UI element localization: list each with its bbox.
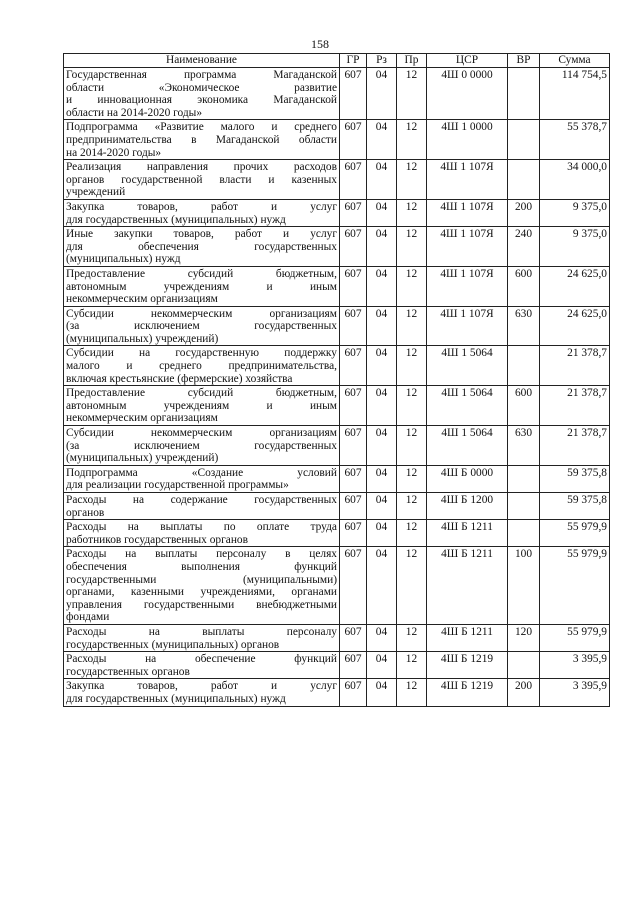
- cell-sum: 59 375,8: [540, 493, 610, 520]
- name-line: области «Экономическое развитие: [66, 81, 337, 94]
- table-row: [64, 426, 610, 466]
- cell-rz: 04: [367, 520, 397, 547]
- budget-table: [63, 53, 610, 707]
- cell-gr: 607: [340, 266, 367, 306]
- cell-gr: 607: [340, 346, 367, 386]
- cell-name: [64, 679, 340, 706]
- name-line: для обеспечения государственных: [66, 240, 337, 253]
- cell-vr: [508, 493, 540, 520]
- cell-pr: 12: [397, 227, 427, 267]
- cell-vr: 630: [508, 426, 540, 466]
- table-body: [64, 68, 610, 707]
- cell-sum: 3 395,9: [540, 679, 610, 706]
- cell-gr: 607: [340, 199, 367, 226]
- name-line: Расходы на выплаты по оплате труда: [66, 521, 337, 534]
- name-line: области на 2014-2020 годы»: [66, 106, 203, 119]
- name-line: государственными (муниципальными): [66, 573, 337, 586]
- cell-csr: 4Ш Б 1211: [427, 520, 508, 547]
- name-line: Подпрограмма «Создание условий: [66, 466, 337, 479]
- cell-rz: 04: [367, 679, 397, 706]
- cell-pr: 12: [397, 68, 427, 120]
- table-row: [64, 160, 610, 200]
- cell-name: [64, 520, 340, 547]
- cell-csr: 4Ш 1 5064: [427, 346, 508, 386]
- name-line: органов государственной власти и казенных: [66, 173, 337, 186]
- cell-name: [64, 68, 340, 120]
- name-line: управления государственными внебюджетными: [66, 598, 337, 611]
- name-line: (муниципальных) нужд: [66, 253, 181, 266]
- name-line: государственных органов: [66, 665, 190, 678]
- cell-vr: [508, 520, 540, 547]
- cell-name: [64, 266, 340, 306]
- cell-gr: 607: [340, 386, 367, 426]
- cell-gr: 607: [340, 426, 367, 466]
- cell-pr: 12: [397, 266, 427, 306]
- cell-vr: 630: [508, 306, 540, 346]
- cell-pr: 12: [397, 160, 427, 200]
- cell-rz: 04: [367, 465, 397, 492]
- cell-csr: 4Ш 1 107Я: [427, 266, 508, 306]
- cell-name: [64, 306, 340, 346]
- cell-sum: 59 375,8: [540, 465, 610, 492]
- cell-sum: 21 378,7: [540, 346, 610, 386]
- cell-rz: 04: [367, 652, 397, 679]
- cell-sum: 9 375,0: [540, 199, 610, 226]
- cell-vr: [508, 465, 540, 492]
- name-line: на 2014-2020 годы»: [66, 146, 162, 159]
- cell-csr: 4Ш Б 1219: [427, 652, 508, 679]
- cell-gr: 607: [340, 160, 367, 200]
- cell-gr: 607: [340, 652, 367, 679]
- header-pr: Пр: [397, 54, 427, 68]
- cell-name: [64, 624, 340, 651]
- name-line: учреждений: [66, 186, 126, 199]
- cell-pr: 12: [397, 120, 427, 160]
- cell-vr: 120: [508, 624, 540, 651]
- name-line: и инновационная экономика Магаданской: [66, 94, 337, 107]
- table-row: [64, 120, 610, 160]
- cell-sum: 21 378,7: [540, 426, 610, 466]
- cell-csr: 4Ш 1 107Я: [427, 306, 508, 346]
- name-line: Государственная программа Магаданской: [66, 69, 337, 81]
- cell-sum: 9 375,0: [540, 227, 610, 267]
- name-line: органов: [66, 506, 105, 519]
- name-line: работников государственных органов: [66, 533, 249, 546]
- cell-name: [64, 652, 340, 679]
- cell-csr: 4Ш 1 5064: [427, 426, 508, 466]
- name-line: фондами: [66, 611, 110, 624]
- name-line: государственных (муниципальных) органов: [66, 638, 280, 651]
- cell-rz: 04: [367, 547, 397, 625]
- name-line: автономным учреждениям и иным: [66, 280, 337, 293]
- name-line: автономным учреждениям и иным: [66, 399, 337, 412]
- cell-gr: 607: [340, 547, 367, 625]
- name-line: обеспечения выполнения функций: [66, 560, 337, 573]
- cell-csr: 4Ш 0 0000: [427, 68, 508, 120]
- cell-name: [64, 227, 340, 267]
- cell-gr: 607: [340, 624, 367, 651]
- cell-vr: 240: [508, 227, 540, 267]
- name-line: Расходы на выплаты персоналу: [66, 625, 337, 638]
- cell-gr: 607: [340, 68, 367, 120]
- table-row: [64, 547, 610, 625]
- cell-rz: 04: [367, 386, 397, 426]
- table-row: [64, 465, 610, 492]
- cell-name: [64, 465, 340, 492]
- cell-pr: 12: [397, 465, 427, 492]
- table-row: [64, 624, 610, 651]
- cell-sum: 55 979,9: [540, 624, 610, 651]
- cell-csr: 4Ш Б 1211: [427, 624, 508, 651]
- cell-gr: 607: [340, 465, 367, 492]
- table-row: [64, 199, 610, 226]
- cell-rz: 04: [367, 346, 397, 386]
- name-line: Закупка товаров, работ и услуг: [66, 680, 337, 693]
- cell-pr: 12: [397, 547, 427, 625]
- table-row: [64, 493, 610, 520]
- cell-sum: 34 000,0: [540, 160, 610, 200]
- header-csr: ЦСР: [427, 54, 508, 68]
- cell-rz: 04: [367, 266, 397, 306]
- name-line: Предоставление субсидий бюджетным,: [66, 267, 337, 280]
- table-row: [64, 68, 610, 120]
- cell-pr: 12: [397, 520, 427, 547]
- cell-vr: [508, 346, 540, 386]
- cell-rz: 04: [367, 624, 397, 651]
- table-row: [64, 386, 610, 426]
- cell-sum: 24 625,0: [540, 266, 610, 306]
- cell-name: [64, 386, 340, 426]
- cell-csr: 4Ш Б 1219: [427, 679, 508, 706]
- name-line: Закупка товаров, работ и услуг: [66, 200, 337, 213]
- cell-rz: 04: [367, 493, 397, 520]
- page-number: 158: [311, 37, 329, 51]
- cell-pr: 12: [397, 199, 427, 226]
- cell-name: [64, 547, 340, 625]
- cell-name: [64, 426, 340, 466]
- cell-rz: 04: [367, 120, 397, 160]
- cell-csr: 4Ш 1 107Я: [427, 227, 508, 267]
- cell-rz: 04: [367, 426, 397, 466]
- table-row: [64, 679, 610, 706]
- cell-vr: [508, 652, 540, 679]
- cell-name: [64, 160, 340, 200]
- name-line: предпринимательства в Магаданской области: [66, 133, 337, 146]
- cell-sum: 21 378,7: [540, 386, 610, 426]
- cell-vr: 200: [508, 679, 540, 706]
- cell-gr: 607: [340, 520, 367, 547]
- cell-rz: 04: [367, 68, 397, 120]
- name-line: Подпрограмма «Развитие малого и среднего: [66, 121, 337, 134]
- name-line: Субсидии на государственную поддержку: [66, 347, 337, 360]
- header-gr: ГР: [340, 54, 367, 68]
- name-line: Расходы на содержание государственных: [66, 494, 337, 506]
- cell-csr: 4Ш Б 0000: [427, 465, 508, 492]
- cell-vr: [508, 120, 540, 160]
- name-line: (муниципальных) учреждений): [66, 452, 219, 465]
- table-row: [64, 227, 610, 267]
- cell-pr: 12: [397, 346, 427, 386]
- cell-gr: 607: [340, 120, 367, 160]
- cell-csr: 4Ш Б 1211: [427, 547, 508, 625]
- cell-name: [64, 120, 340, 160]
- cell-rz: 04: [367, 306, 397, 346]
- name-line: Предоставление субсидий бюджетным,: [66, 387, 337, 400]
- name-line: Иные закупки товаров, работ и услуг: [66, 228, 337, 241]
- cell-sum: 3 395,9: [540, 652, 610, 679]
- cell-pr: 12: [397, 679, 427, 706]
- cell-vr: 600: [508, 386, 540, 426]
- table-header-row: [64, 54, 610, 68]
- name-line: включая крестьянские (фермерские) хозяйства: [66, 372, 293, 385]
- cell-gr: 607: [340, 306, 367, 346]
- name-line: Субсидии некоммерческим организациям: [66, 307, 337, 320]
- cell-sum: 55 378,7: [540, 120, 610, 160]
- cell-gr: 607: [340, 493, 367, 520]
- cell-csr: 4Ш 1 5064: [427, 386, 508, 426]
- cell-sum: 24 625,0: [540, 306, 610, 346]
- cell-sum: 55 979,9: [540, 547, 610, 625]
- cell-pr: 12: [397, 652, 427, 679]
- name-line: (муниципальных) учреждений): [66, 332, 219, 345]
- cell-vr: 600: [508, 266, 540, 306]
- cell-vr: [508, 68, 540, 120]
- cell-rz: 04: [367, 199, 397, 226]
- cell-vr: 100: [508, 547, 540, 625]
- cell-name: [64, 493, 340, 520]
- cell-pr: 12: [397, 493, 427, 520]
- cell-csr: 4Ш Б 1200: [427, 493, 508, 520]
- cell-gr: 607: [340, 227, 367, 267]
- cell-csr: 4Ш 1 107Я: [427, 160, 508, 200]
- cell-name: [64, 346, 340, 386]
- table-row: [64, 346, 610, 386]
- header-rz: Рз: [367, 54, 397, 68]
- cell-sum: 114 754,5: [540, 68, 610, 120]
- cell-rz: 04: [367, 227, 397, 267]
- header-name: Наименование: [64, 54, 340, 68]
- name-line: малого и среднего предпринимательства,: [66, 360, 337, 373]
- table-row: [64, 520, 610, 547]
- name-line: некоммерческим организациям: [66, 293, 218, 306]
- name-line: Реализация направления прочих расходов: [66, 161, 337, 174]
- cell-csr: 4Ш 1 0000: [427, 120, 508, 160]
- name-line: для государственных (муниципальных) нужд: [66, 213, 286, 226]
- name-line: (за исключением государственных: [66, 320, 337, 333]
- cell-pr: 12: [397, 306, 427, 346]
- table-row: [64, 306, 610, 346]
- name-line: для государственных (муниципальных) нужд: [66, 692, 286, 705]
- header-sum: Сумма: [540, 54, 610, 68]
- name-line: (за исключением государственных: [66, 439, 337, 452]
- cell-gr: 607: [340, 679, 367, 706]
- cell-vr: 200: [508, 199, 540, 226]
- cell-sum: 55 979,9: [540, 520, 610, 547]
- name-line: Расходы на обеспечение функций: [66, 653, 337, 666]
- cell-name: [64, 199, 340, 226]
- name-line: Расходы на выплаты персоналу в целях: [66, 548, 337, 561]
- name-line: некоммерческим организациям: [66, 412, 218, 425]
- cell-pr: 12: [397, 426, 427, 466]
- name-line: для реализации государственной программы»: [66, 479, 289, 492]
- name-line: Субсидии некоммерческим организациям: [66, 427, 337, 440]
- name-line: органами, казенными учреждениями, органами: [66, 586, 337, 599]
- header-vr: ВР: [508, 54, 540, 68]
- cell-vr: [508, 160, 540, 200]
- cell-pr: 12: [397, 386, 427, 426]
- table-row: [64, 652, 610, 679]
- cell-rz: 04: [367, 160, 397, 200]
- cell-csr: 4Ш 1 107Я: [427, 199, 508, 226]
- table-row: [64, 266, 610, 306]
- cell-pr: 12: [397, 624, 427, 651]
